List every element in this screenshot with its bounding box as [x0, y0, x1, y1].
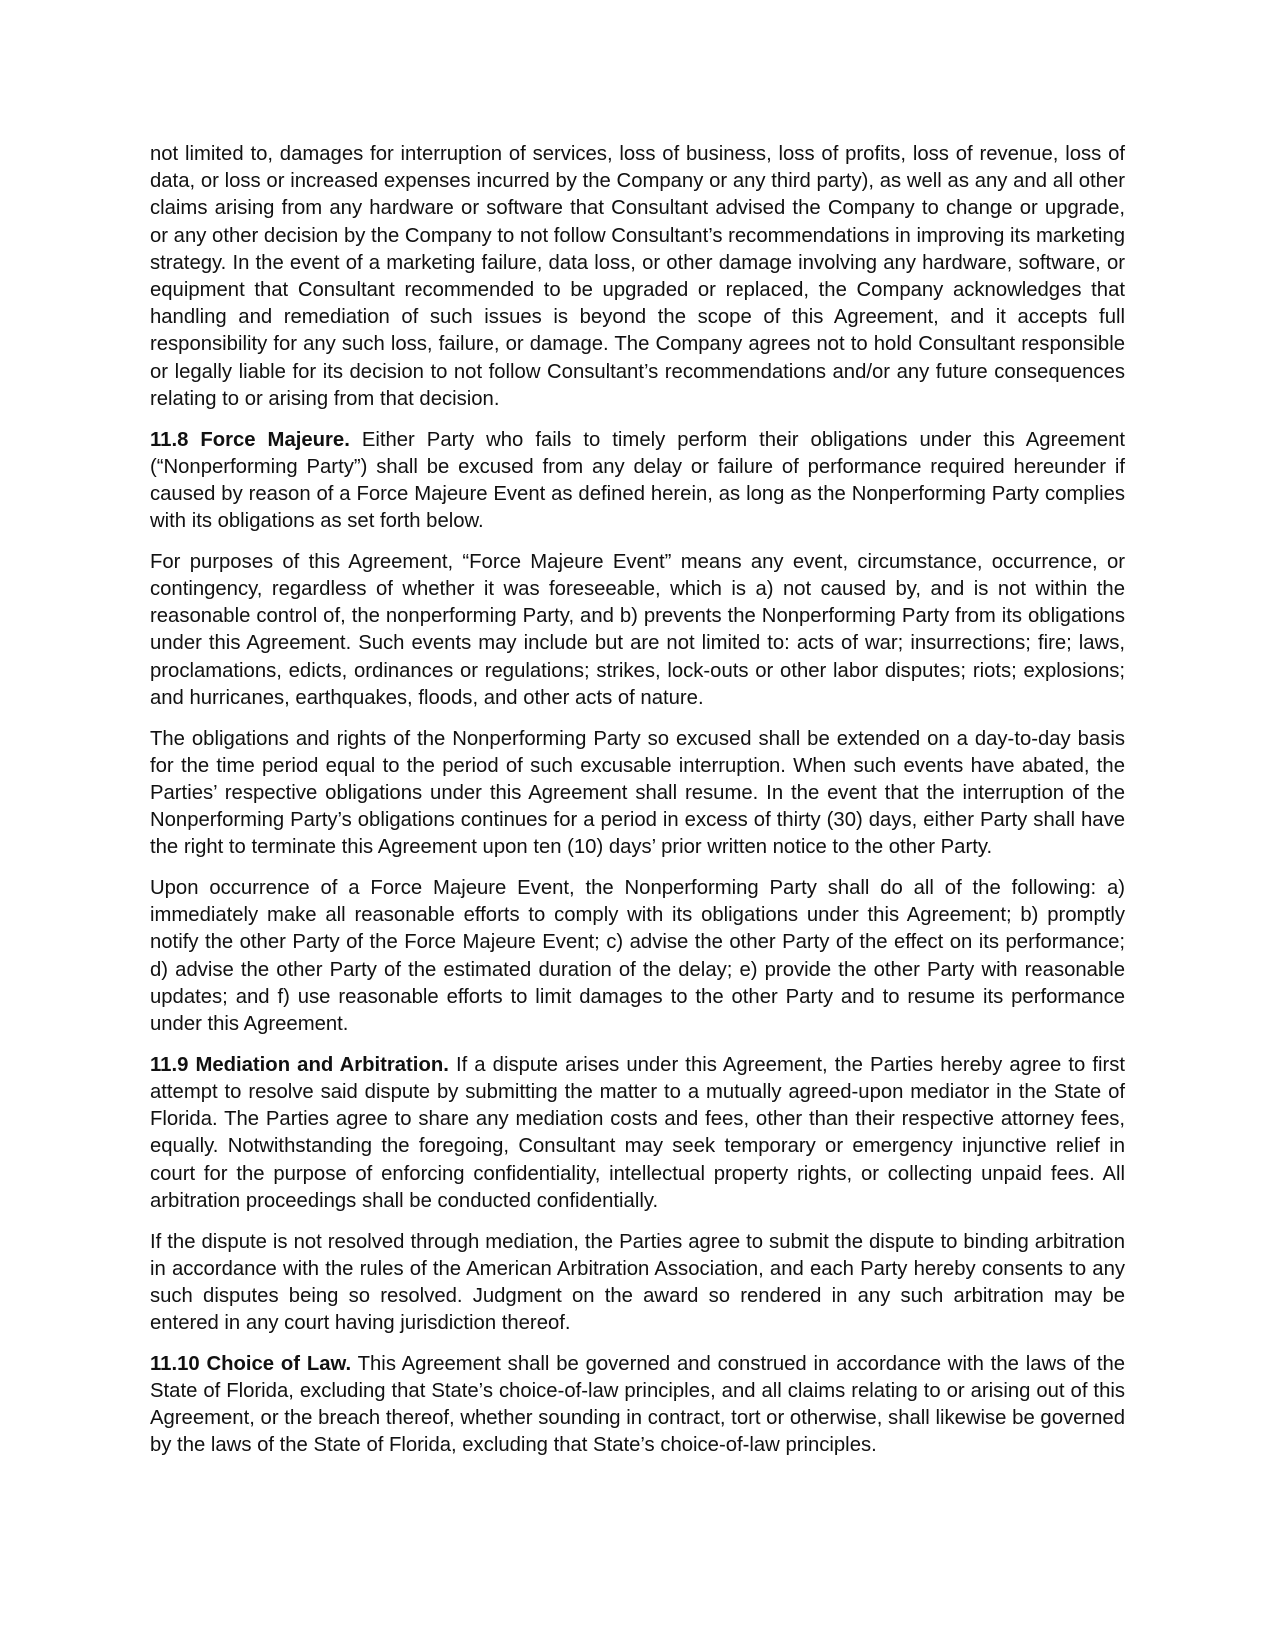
- paragraph-binding-arbitration: [150, 1229, 1125, 1338]
- paragraph-mediation-arbitration: [150, 1052, 1125, 1215]
- paragraph-heading: 11.10 Choice of Law.: [150, 1352, 352, 1375]
- paragraph-heading: 11.8 Force Majeure.: [150, 428, 350, 451]
- paragraph-text: If a dispute arises under this Agreement, the Parties hereby agree to first attempt to resolve said dispute by submitting the matter to a mutually agreed-upon mediator in the State of Florida. The Parties agree to share any mediation costs and fees, other than their respective attorney fees, equally. Notwithstanding the foregoing, Consultant may seek temporary or emergency injunctive relief in court for the purpose of enforcing confidentiality, intellectual property rights, or collecting unpaid fees. All arbitration proceedings shall be conducted confidentially.: [150, 1053, 1125, 1212]
- paragraph-limitation-continued: [150, 141, 1125, 413]
- paragraph-force-majeure-definition: [150, 549, 1125, 712]
- paragraph-force-majeure-duties: [150, 875, 1125, 1038]
- paragraph-force-majeure-extension: [150, 726, 1125, 862]
- paragraph-text: The obligations and rights of the Nonperforming Party so excused shall be extended on a day-to-day basis for the time period equal to the period of such excusable interruption. When such events have abated, the Parties’ respective obligations under this Agreement shall resume. In the event that the interruption of the Nonperforming Party’s obligations continues for a period in excess of thirty (30) days, either Party shall have the right to terminate this Agreement upon ten (10) days’ prior written notice to the other Party.: [150, 727, 1125, 859]
- paragraph-text: This Agreement shall be governed and construed in accordance with the laws of the State of Florida, excluding that State’s choice-of-law principles, and all claims relating to or arising out of this Agreement, or the breach thereof, whether sounding in contract, tort or otherwise, shall likewise be governed by the laws of the State of Florida, excluding that State’s choice-of-law principles.: [150, 1352, 1126, 1457]
- paragraph-heading: 11.9 Mediation and Arbitration.: [150, 1053, 449, 1076]
- paragraph-force-majeure: [150, 427, 1125, 536]
- paragraph-text: Either Party who fails to timely perform their obligations under this Agreement (“Nonperforming Party”) shall be excused from any delay or failure of performance required hereunder if caused by reason of a Force Majeure Event as defined herein, as long as the Nonperforming Party complies with its obligations as set forth below.: [150, 428, 1125, 533]
- paragraph-text: For purposes of this Agreement, “Force Majeure Event” means any event, circumstance, occurrence, or contingency, regardless of whether it was foreseeable, which is a) not caused by, and is not within the reasonable control of, the nonperforming Party, and b) prevents the Nonperforming Party from its obligations under this Agreement. Such events may include but are not limited to: acts of war; insurrections; fire; laws, proclamations, edicts, ordinances or regulations; strikes, lock-outs or other labor disputes; riots; explosions; and hurricanes, earthquakes, floods, and other acts of nature.: [150, 550, 1125, 709]
- paragraph-text: Upon occurrence of a Force Majeure Event, the Nonperforming Party shall do all of the following: a) immediately make all reasonable efforts to comply with its obligations under this Agreement; b) promptly notify the other Party of the Force Majeure Event; c) advise the other Party of the effect on its performance; d) advise the other Party of the estimated duration of the delay; e) provide the other Party with reasonable updates; and f) use reasonable efforts to limit damages to the other Party and to resume its performance under this Agreement.: [150, 877, 1125, 1036]
- paragraph-text: If the dispute is not resolved through mediation, the Parties agree to submit the dispute to binding arbitration in accordance with the rules of the American Arbitration Association, and each Party hereby consents to any such disputes being so resolved. Judgment on the award so rendered in any such arbitration may be entered in any court having jurisdiction thereof.: [150, 1230, 1125, 1335]
- paragraph-choice-of-law: [150, 1351, 1125, 1460]
- paragraph-text: not limited to, damages for interruption of services, loss of business, loss of profits, loss of revenue, loss of data, or loss or increased expenses incurred by the Company or any third party), as well as any and all other claims arising from any hardware or software that Consultant advised the Company to change or upgrade, or any other decision by the Company to not follow Consultant’s recommendations in improving its marketing strategy. In the event of a marketing failure, data loss, or other damage involving any hardware, software, or equipment that Consultant recommended to be upgraded or replaced, the Company acknowledges that handling and remediation of such issues is beyond the scope of this Agreement, and it accepts full responsibility for any such loss, failure, or damage. The Company agrees not to hold Consultant responsible or legally liable for its decision to not follow Consultant’s recommendations and/or any future consequences relating to or arising from that decision.: [150, 143, 1125, 410]
- document-page: [150, 141, 1125, 1473]
